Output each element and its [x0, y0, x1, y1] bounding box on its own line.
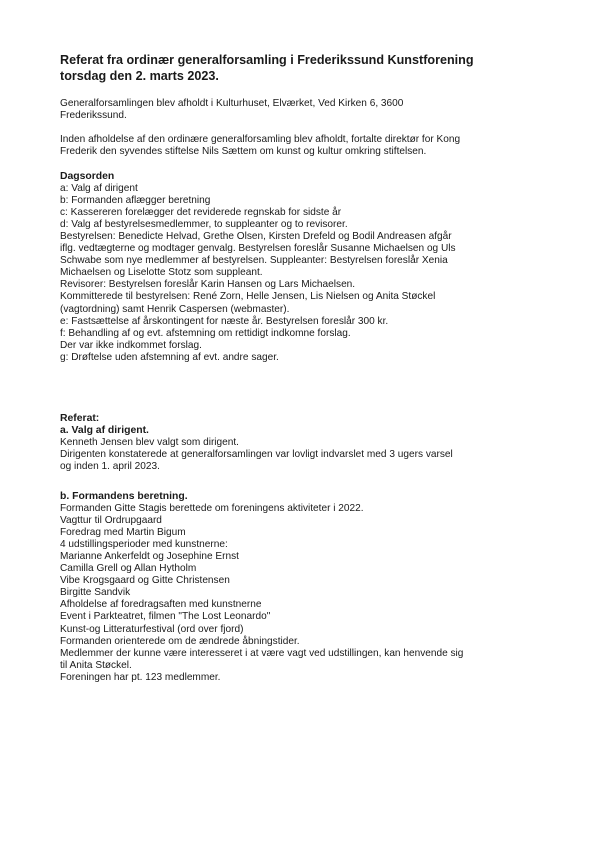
text-line: Generalforsamlingen blev afholdt i Kulturhuset, Elværket, Ved Kirken 6, 3600 — [60, 98, 404, 109]
section-b-heading: b. Formandens beretning. — [60, 491, 188, 502]
section-b-line: Vibe Krogsgaard og Gitte Christensen — [60, 575, 230, 587]
agenda-line: iflg. vedtægterne og modtager genvalg. Bestyrelsen foreslår Susanne Michaelsen og Uls — [60, 243, 456, 255]
title-line: Referat fra ordinær generalforsamling i Frederikssund Kunstforening — [60, 53, 474, 67]
agenda-line: Bestyrelsen: Benedicte Helvad, Grethe Olsen, Kirsten Drefeld og Bodil Andreasen afgår — [60, 231, 452, 243]
section-a-line: og inden 1. april 2023. — [60, 461, 160, 473]
agenda-line: Michaelsen og Liselotte Stotz som suppleant. — [60, 267, 263, 279]
agenda-line: Revisorer: Bestyrelsen foreslår Karin Hansen og Lars Michaelsen. — [60, 279, 356, 291]
section-a-line: Dirigenten konstaterede at generalforsamlingen var lovligt indvarslet med 3 ugers varsel — [60, 449, 453, 461]
agenda-line: f: Behandling af og evt. afstemning om rettidigt indkomne forslag. — [60, 327, 351, 339]
agenda-line: Kommitterede til bestyrelsen: René Zorn, Helle Jensen, Lis Nielsen og Anita Støckel — [60, 291, 436, 303]
section-b-line: Foredrag med Martin Bigum — [60, 527, 186, 539]
section-b-line: Event i Parkteatret, filmen "The Lost Leonardo" — [60, 611, 271, 623]
intro-talk — [60, 134, 540, 158]
agenda-line: g: Drøftelse uden afstemning af evt. andre sager. — [60, 351, 279, 363]
section-b-line: Birgitte Sandvik — [60, 587, 131, 599]
agenda-line: (vagtordning) samt Henrik Caspersen (webmaster). — [60, 303, 290, 315]
section-b-line: Afholdelse af foredragsaften med kunstnerne — [60, 599, 262, 611]
intro-location — [60, 98, 540, 122]
section-b-line: Formanden Gitte Stagis berettede om foreningens aktiviteter i 2022. — [60, 503, 364, 515]
section-b-line: til Anita Støckel. — [60, 659, 132, 671]
minutes-section — [60, 413, 540, 473]
agenda-line: d: Valg af bestyrelsesmedlemmer, to suppleanter og to revisorer. — [60, 219, 348, 231]
minutes-heading: Referat: — [60, 413, 100, 424]
section-b-line: Vagttur til Ordrupgaard — [60, 515, 162, 527]
section-b — [60, 491, 540, 684]
section-b-line: Camilla Grell og Allan Hytholm — [60, 563, 197, 575]
agenda-line: e: Fastsættelse af årskontingent for næste år. Bestyrelsen foreslår 300 kr. — [60, 315, 389, 327]
title-line: torsdag den 2. marts 2023. — [60, 68, 219, 83]
agenda-line: a: Valg af dirigent — [60, 183, 138, 195]
agenda-line: Schwabe som nye medlemmer af bestyrelsen. Suppleanter: Bestyrelsen foreslår Xenia — [60, 255, 448, 267]
section-a-heading: a. Valg af dirigent. — [60, 425, 149, 437]
text-line: Frederikssund. — [60, 110, 127, 122]
agenda-line: c: Kassereren forelægger det reviderede regnskab for sidste år — [60, 207, 342, 219]
section-b-line: Medlemmer der kunne være interesseret i at være vagt ved udstillingen, kan henvende sig — [60, 647, 464, 659]
section-b-line: Marianne Ankerfeldt og Josephine Ernst — [60, 551, 239, 563]
document-title — [60, 53, 560, 84]
text-line: Inden afholdelse af den ordinære generalforsamling blev afholdt, fortalte direktør for Kong — [60, 134, 461, 145]
agenda-line: b: Formanden aflægger beretning — [60, 195, 211, 207]
agenda-heading: Dagsorden — [60, 171, 115, 182]
text-line: Frederik den syvendes stiftelse Nils Sættem om kunst og kultur omkring stiftelsen. — [60, 146, 427, 158]
agenda-line: Der var ikke indkommet forslag. — [60, 339, 202, 351]
section-a-line: Kenneth Jensen blev valgt som dirigent. — [60, 437, 239, 449]
section-b-line: Foreningen har pt. 123 medlemmer. — [60, 671, 221, 683]
section-b-line: Kunst-og Litteraturfestival (ord over fjord) — [60, 623, 244, 635]
agenda-section — [60, 171, 540, 364]
section-b-line: 4 udstillingsperioder med kunstnerne: — [60, 539, 228, 551]
section-b-line: Formanden orienterede om de ændrede åbningstider. — [60, 635, 300, 647]
